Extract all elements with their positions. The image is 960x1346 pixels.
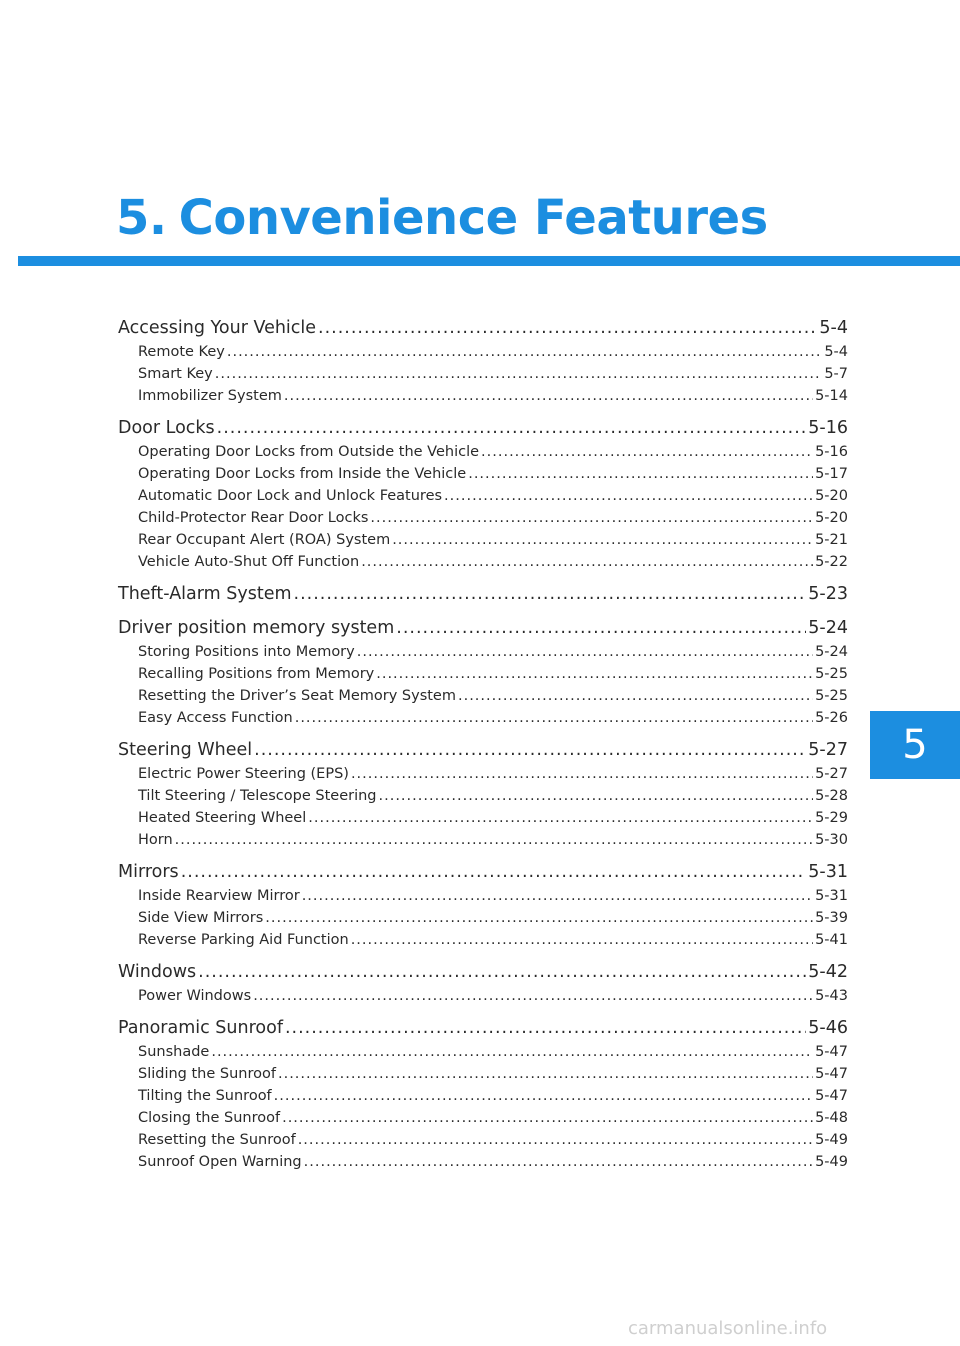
dot-leader bbox=[254, 738, 806, 763]
dot-leader bbox=[211, 1041, 813, 1063]
toc-subsection-entry[interactable] bbox=[118, 641, 848, 663]
toc-subsection-entry[interactable] bbox=[118, 707, 848, 729]
toc-section-entry[interactable] bbox=[118, 316, 848, 341]
dot-leader bbox=[357, 641, 813, 663]
toc-section-entry[interactable] bbox=[118, 582, 848, 607]
toc-subsection-entry[interactable] bbox=[118, 985, 848, 1007]
page-number: 5-47 bbox=[815, 1044, 848, 1060]
toc-subsection-entry-label: Operating Door Locks from Outside the Vehicle bbox=[138, 444, 480, 460]
page-number: 5-24 bbox=[808, 618, 848, 638]
toc-subsection-entry[interactable] bbox=[118, 685, 848, 707]
toc-section-entry[interactable] bbox=[118, 960, 848, 985]
dot-leader bbox=[376, 663, 813, 685]
toc-section-entry[interactable] bbox=[118, 416, 848, 441]
page-number: 5-28 bbox=[815, 788, 848, 804]
toc-section-entry-label: Mirrors bbox=[118, 862, 179, 882]
toc-subsection-entry-label: Reverse Parking Aid Function bbox=[138, 932, 349, 948]
dot-leader bbox=[295, 707, 813, 729]
dot-leader bbox=[294, 582, 807, 607]
dot-leader bbox=[175, 829, 813, 851]
dot-leader bbox=[282, 1107, 813, 1129]
toc-section bbox=[118, 960, 848, 1007]
toc-subsection-entry-label: Smart Key bbox=[138, 366, 213, 382]
toc-subsection-entry[interactable] bbox=[118, 1129, 848, 1151]
toc-subsection-entry-label: Sunshade bbox=[138, 1044, 210, 1060]
page-number: 5-16 bbox=[808, 418, 848, 438]
dot-leader bbox=[265, 907, 813, 929]
chapter-tab-label: 5 bbox=[902, 722, 928, 768]
dot-leader bbox=[285, 1016, 806, 1041]
page-number: 5-43 bbox=[815, 988, 848, 1004]
toc-subsection-entry-label: Operating Door Locks from Inside the Vehicle bbox=[138, 466, 467, 482]
page-number: 5-30 bbox=[815, 832, 848, 848]
page-number: 5-16 bbox=[815, 444, 848, 460]
toc-subsection-entry[interactable] bbox=[118, 1151, 848, 1173]
dot-leader bbox=[302, 885, 813, 907]
toc-subsection-entry[interactable] bbox=[118, 551, 848, 573]
page-number: 5-24 bbox=[815, 644, 848, 660]
dot-leader bbox=[318, 316, 817, 341]
toc-subsection-entry-label: Resetting the Sunroof bbox=[138, 1132, 296, 1148]
toc-subsection-entry[interactable] bbox=[118, 1063, 848, 1085]
chapter-title-text: Convenience Features bbox=[178, 190, 768, 246]
toc-subsection-entry-label: Child-Protector Rear Door Locks bbox=[138, 510, 369, 526]
toc-subsection-entry[interactable] bbox=[118, 907, 848, 929]
dot-leader bbox=[304, 1151, 813, 1173]
dot-leader bbox=[215, 363, 823, 385]
dot-leader bbox=[253, 985, 813, 1007]
toc-section bbox=[118, 416, 848, 573]
toc-subsection-entry-label: Tilt Steering / Telescope Steering bbox=[138, 788, 377, 804]
page-number: 5-47 bbox=[815, 1088, 848, 1104]
section-spacer bbox=[118, 607, 848, 616]
toc-subsection-entry-label: Side View Mirrors bbox=[138, 910, 264, 926]
toc-subsection-entry[interactable] bbox=[118, 829, 848, 851]
page-number: 5-17 bbox=[815, 466, 848, 482]
toc-section-entry-label: Windows bbox=[118, 962, 197, 982]
page-number: 5-31 bbox=[808, 862, 848, 882]
dot-leader bbox=[181, 860, 807, 885]
toc-section-entry-label: Accessing Your Vehicle bbox=[118, 318, 317, 338]
page-number: 5-41 bbox=[815, 932, 848, 948]
page-number: 5-29 bbox=[815, 810, 848, 826]
toc-section-entry-label: Steering Wheel bbox=[118, 740, 253, 760]
page-number: 5-20 bbox=[815, 510, 848, 526]
toc-subsection-entry[interactable] bbox=[118, 807, 848, 829]
toc-section-entry[interactable] bbox=[118, 616, 848, 641]
toc-section-entry[interactable] bbox=[118, 1016, 848, 1041]
toc-section bbox=[118, 616, 848, 729]
page-number: 5-39 bbox=[815, 910, 848, 926]
toc-subsection-entry[interactable] bbox=[118, 507, 848, 529]
toc-subsection-entry-label: Horn bbox=[138, 832, 173, 848]
page-number: 5-26 bbox=[815, 710, 848, 726]
page-number: 5-25 bbox=[815, 666, 848, 682]
toc-subsection-entry[interactable] bbox=[118, 1085, 848, 1107]
toc-subsection-entry-label: Rear Occupant Alert (ROA) System bbox=[138, 532, 391, 548]
toc-section-entry-label: Panoramic Sunroof bbox=[118, 1018, 283, 1038]
toc-section bbox=[118, 582, 848, 607]
toc-section bbox=[118, 316, 848, 407]
toc-subsection-entry-label: Storing Positions into Memory bbox=[138, 644, 355, 660]
section-spacer bbox=[118, 729, 848, 738]
toc-subsection-entry[interactable] bbox=[118, 785, 848, 807]
toc-subsection-entry-label: Remote Key bbox=[138, 344, 225, 360]
toc-subsection-entry[interactable] bbox=[118, 1107, 848, 1129]
page-number: 5-25 bbox=[815, 688, 848, 704]
dot-leader bbox=[308, 807, 813, 829]
dot-leader bbox=[278, 1063, 813, 1085]
page-number: 5-4 bbox=[824, 344, 848, 360]
dot-leader bbox=[298, 1129, 813, 1151]
page-number: 5-23 bbox=[808, 584, 848, 604]
title-underline-bar bbox=[18, 256, 960, 266]
toc-section-entry[interactable] bbox=[118, 860, 848, 885]
toc-subsection-entry[interactable] bbox=[118, 763, 848, 785]
chapter-number: 5. bbox=[116, 190, 167, 246]
page-number: 5-48 bbox=[815, 1110, 848, 1126]
toc-subsection-entry[interactable] bbox=[118, 385, 848, 407]
dot-leader bbox=[379, 785, 814, 807]
page-number: 5-49 bbox=[815, 1132, 848, 1148]
toc-subsection-entry-label: Heated Steering Wheel bbox=[138, 810, 307, 826]
page-number: 5-21 bbox=[815, 532, 848, 548]
toc-subsection-entry[interactable] bbox=[118, 885, 848, 907]
toc-subsection-entry[interactable] bbox=[118, 441, 848, 463]
toc-subsection-entry-label: Easy Access Function bbox=[138, 710, 293, 726]
toc-section bbox=[118, 860, 848, 951]
section-spacer bbox=[118, 573, 848, 582]
toc-subsection-entry-label: Vehicle Auto-Shut Off Function bbox=[138, 554, 360, 570]
page-number: 5-20 bbox=[815, 488, 848, 504]
dot-leader bbox=[351, 763, 813, 785]
toc-subsection-entry[interactable] bbox=[118, 463, 848, 485]
toc-subsection-entry[interactable] bbox=[118, 363, 848, 385]
page-number: 5-46 bbox=[808, 1018, 848, 1038]
page-number: 5-47 bbox=[815, 1066, 848, 1082]
toc-subsection-entry[interactable] bbox=[118, 341, 848, 363]
chapter-tab[interactable] bbox=[870, 711, 960, 779]
toc-subsection-entry[interactable] bbox=[118, 929, 848, 951]
toc-subsection-entry-label: Sliding the Sunroof bbox=[138, 1066, 276, 1082]
toc-subsection-entry-label: Automatic Door Lock and Unlock Features bbox=[138, 488, 443, 504]
page-number: 5-27 bbox=[808, 740, 848, 760]
toc-section bbox=[118, 738, 848, 851]
dot-leader bbox=[468, 463, 813, 485]
toc-subsection-entry-label: Tilting the Sunroof bbox=[138, 1088, 272, 1104]
section-spacer bbox=[118, 951, 848, 960]
toc-subsection-entry[interactable] bbox=[118, 663, 848, 685]
page-number: 5-49 bbox=[815, 1154, 848, 1170]
dot-leader bbox=[351, 929, 813, 951]
table-of-contents bbox=[118, 316, 848, 1173]
dot-leader bbox=[481, 441, 813, 463]
toc-section-entry-label: Door Locks bbox=[118, 418, 215, 438]
dot-leader bbox=[458, 685, 813, 707]
dot-leader bbox=[274, 1085, 813, 1107]
dot-leader bbox=[198, 960, 806, 985]
page-number: 5-7 bbox=[824, 366, 848, 382]
page-number: 5-22 bbox=[815, 554, 848, 570]
section-spacer bbox=[118, 851, 848, 860]
toc-section-entry-label: Theft-Alarm System bbox=[118, 584, 292, 604]
dot-leader bbox=[284, 385, 813, 407]
toc-subsection-entry-label: Electric Power Steering (EPS) bbox=[138, 766, 349, 782]
toc-subsection-entry-label: Recalling Positions from Memory bbox=[138, 666, 375, 682]
toc-subsection-entry[interactable] bbox=[118, 485, 848, 507]
dot-leader bbox=[370, 507, 813, 529]
dot-leader bbox=[227, 341, 822, 363]
page-number: 5-14 bbox=[815, 388, 848, 404]
page-number: 5-31 bbox=[815, 888, 848, 904]
toc-section bbox=[118, 1016, 848, 1173]
toc-subsection-entry[interactable] bbox=[118, 529, 848, 551]
page-number: 5-42 bbox=[808, 962, 848, 982]
dot-leader bbox=[217, 416, 807, 441]
dot-leader bbox=[396, 616, 806, 641]
toc-subsection-entry[interactable] bbox=[118, 1041, 848, 1063]
dot-leader bbox=[361, 551, 813, 573]
section-spacer bbox=[118, 1007, 848, 1016]
page-number: 5-4 bbox=[819, 318, 848, 338]
dot-leader bbox=[444, 485, 813, 507]
page-number: 5-27 bbox=[815, 766, 848, 782]
toc-subsection-entry-label: Immobilizer System bbox=[138, 388, 282, 404]
watermark: carmanualsonline.info bbox=[628, 1318, 828, 1339]
section-spacer bbox=[118, 407, 848, 416]
toc-subsection-entry-label: Resetting the Driver’s Seat Memory System bbox=[138, 688, 456, 704]
dot-leader bbox=[392, 529, 813, 551]
toc-subsection-entry-label: Inside Rearview Mirror bbox=[138, 888, 300, 904]
toc-subsection-entry-label: Closing the Sunroof bbox=[138, 1110, 281, 1126]
toc-section-entry[interactable] bbox=[118, 738, 848, 763]
chapter-title bbox=[116, 188, 768, 248]
toc-subsection-entry-label: Power Windows bbox=[138, 988, 252, 1004]
toc-section-entry-label: Driver position memory system bbox=[118, 618, 395, 638]
toc-subsection-entry-label: Sunroof Open Warning bbox=[138, 1154, 302, 1170]
